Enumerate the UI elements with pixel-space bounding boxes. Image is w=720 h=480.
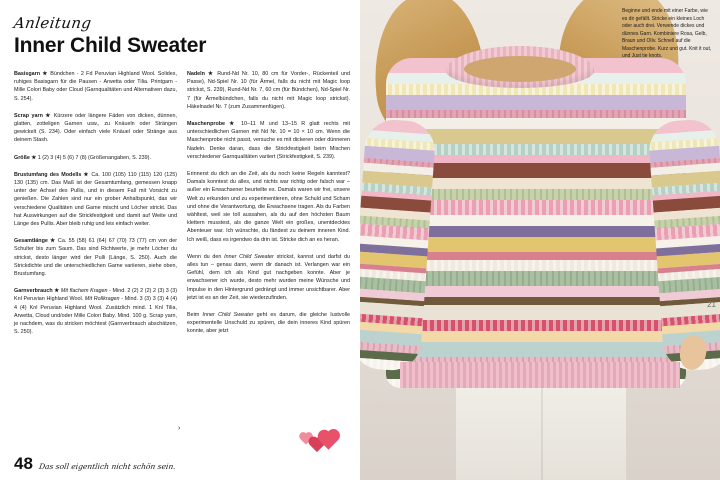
stripe [386, 252, 686, 260]
stripe [386, 95, 686, 110]
stripe [386, 297, 686, 305]
stripe [386, 260, 686, 271]
paragraph: Brustumfang des Modells ★ Ca. 100 (105) 110 (115) 120 (125) 130 (135) cm. Das Maß ist der Gesamtumfang, gemessen knapp unter der Achsel des Pullis, und in diesem Fall mit Vorsicht zu genießen. Die Zahlen sind nur ein grober Anhaltspunkt, das wir verschiedene Qualitäten und Garne mischt und Löcher strickt. Das hat Auswirkungen auf die Strickfestigkeit und damit auf Weite und Länge des Pullis. Aber bleib ruhig und leis einfach weiter. [14, 171, 177, 228]
stripe [386, 226, 686, 237]
page-title: Inner Child Sweater [14, 34, 207, 57]
stripe [386, 320, 686, 331]
photo-caption: Beginne und ende mit einer Farbe, wie es dir gefällt. Stricke ein kleines Loch oder auch drei. Verwende dickes und dünnes Garn. Kombiniere Rosa, Gelb, Braun und Olív. Schnell auf die Maschenprobe. Kurz und gut. Knit it out, und Just tie knots. [622, 8, 712, 59]
stripe [386, 286, 686, 297]
paragraph: Größe ★ 1 (2) 3 (4) 5 (6) 7 (8) (Größenangaben, S. 239). [14, 154, 151, 161]
paragraph: Erinnerst du dich an die Zeit, als du noch keine Regeln kanntest? Damals konntest du alles, und nichts war richtig oder falsch war – außer ein Erwachsener beurteilte es. Damals waren wir frei, unsere Welt zu erkunden und zu experimentieren, ohne Schuld und Scham und ohne die Verantwortung, die Erwachsene tragen. Als du Farben wähltest, weil sie toll aussahen, als du auf den höchsten Baum klettern musstest, als die ganze Welt ein großes, unentdecktes Abenteuer war. Ich wünschte, du fändest zu deinem inneren Kind. Ich weiß, dass es irgendwo da drin ist. Stricke dich an es heran. [187, 171, 350, 243]
sweater-stripes [386, 58, 686, 388]
stripe [386, 271, 686, 286]
hearts-decoration [302, 432, 346, 458]
paragraph: Beim Inner Child Sweater geht es darum, die gleiche Iustvolle experimentelle Unschuld zu spüren, die dein inneres Kind spüren konnte, aber jetzt [187, 312, 350, 335]
hem-ribbing [400, 362, 680, 388]
kicker-script: Anleitung [12, 14, 93, 32]
page-number-left: 48 [14, 454, 33, 473]
stripe [386, 305, 686, 320]
stripe [386, 342, 686, 357]
paragraph: Wenn du den Inner Child Sweater strickst, kannst und darfst du alles tun – genau dann, wenn dir danach ist. Verlangen war ein Gefühl, dem ich als Kind gut nachgeben konnte. Aber je erwachsener ich wurde, desto mehr wurden meine Wünsche und Impulse in den Hintergrund gedrängt und immer unsichtbarer. Aber jetzt ist es an der Zeit, sie wiederzufinden. [187, 253, 351, 301]
stripe [386, 331, 686, 342]
neck-opening [464, 56, 576, 82]
footer-script-text: Das soll eigentlich nicht schön sein. [38, 462, 177, 471]
paragraph: Nadeln ★ Rund-Nd Nr. 10, 80 cm für Vorder-, Rückenteil und Passe), Nd-Spiel Nr. 10 (für Ärmel, falls du nicht mit Magic loop strickst, S. 239), Rund-Nd Nr. 7, 60 cm (für Bündchen), Nd-Spiel Nr. 7 (für Ärmelbündchen, falls du nicht mit Magic loop strickst). Häkelnadel Nr. 7 (zum Zusammenfügen). [187, 71, 350, 110]
paragraph: Maschenprobe ★ 10–11 M und 13–15 R glatt rechts mit unterschiedlichen Garnen mit Nd Nr. 10 = 10 × 10 cm. Wenn die Maschenprobe nicht passt, versuche es mit dickeren oder dünneren Nadeln. Denke daran, dass die Strickfestigkeit beim Mischen verschiedener Garnqualitäten variiert (Strickfestigkeit, S. 239). [187, 121, 350, 160]
page-footer [14, 455, 176, 472]
stripe [386, 215, 686, 226]
stripe [386, 237, 686, 252]
paragraph: Scrap yarn ★ Kürzere oder längere Fäden von dicken, dünnen, glatten, zotteligen Garnen usw., zu Knäueln oder Strängen gewickelt (S. 234). Oder einfach viele Knäuel oder Stränge aus deinem Stash. [14, 112, 177, 144]
continuation-arrow-icon: › [178, 425, 181, 432]
column-two [187, 70, 350, 345]
right-photo-page [360, 0, 720, 480]
page-number-right: 21 [707, 300, 716, 309]
column-one [14, 70, 177, 345]
paragraph: Gesamtlänge ★ Ca. 55 (58) 61 (64) 67 (70) 73 (77) cm von der Schulter bis zum Saum. Das sind Richtwerte, je mehr Löcher du strickst, desto länger wird der Pulli (Länge, S. 250). Auch die Strickdichte und die unterschiedlichen Garne variieren, siehe oben, Brustumfang. [14, 238, 178, 278]
stripe [386, 110, 686, 118]
text-columns [14, 70, 350, 345]
striped-sweater [386, 58, 686, 388]
paragraph: Basisgarn ★ Bündchen - 2 Fd Peruvian Highland Wool. Solides, ruhiges Basisgarn für die Pausen - Arwetta oder Tilia. Printgarn - Mille Colori Baby oder Cloud (Garnqualitäten und Alternativen dazu, S. 254). [14, 71, 177, 102]
paragraph: Garnverbrauch ★ Mit flachem Kragen - Mind. 2 (2) 2 (2) 2 (3) 3 (3) Knl Peruvian Highland Wool. Mit Rollkragen - Mind. 3 (3) 3 (3) 4 (4) 4 (4) Knl Peruvian Highland Wool. Zusätzlich mind. 1 Knl Tilia, Arwetta, Cloud und/oder Mille Colori Baby. Mind. 100 g. Scrap yarn, je nachdem, was du stricken möchtest (Garnverbrauch abschätzen, S. 250). [14, 288, 178, 336]
model-photograph [360, 0, 720, 480]
